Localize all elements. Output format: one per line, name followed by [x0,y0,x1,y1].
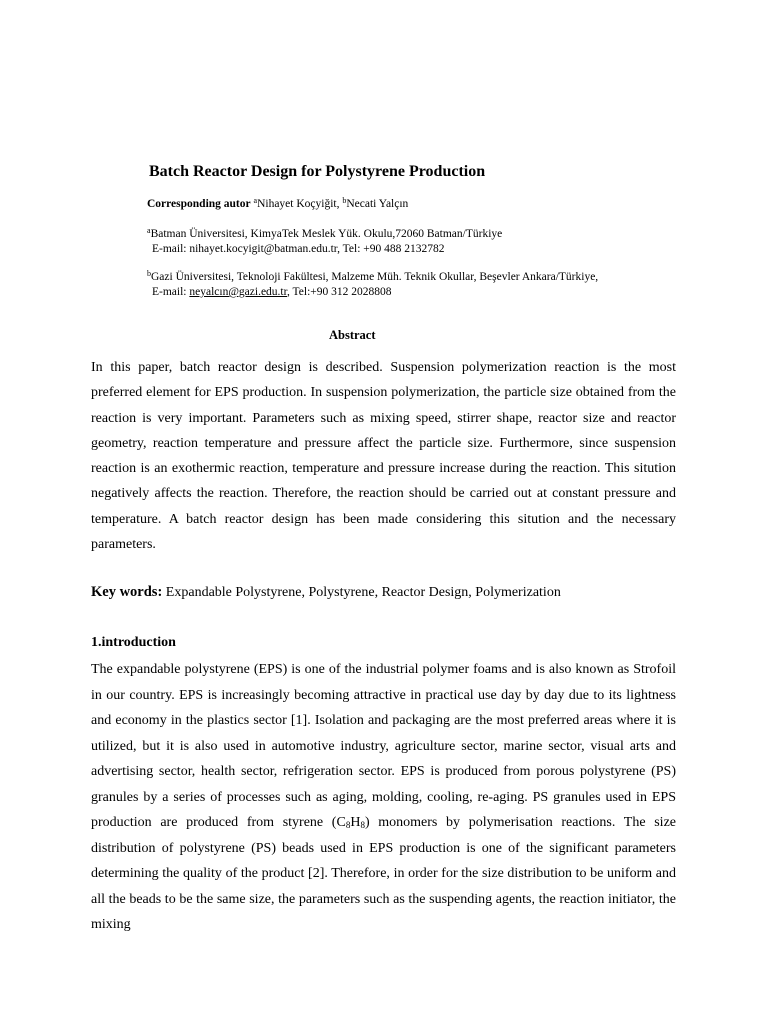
intro-formula-h: H [350,815,361,830]
abstract-heading: Abstract [329,328,376,342]
author2-name: Necati Yalçın [346,198,409,210]
intro-text-part1: The expandable polystyrene (EPS) is one of the industrial polymer foams and is also known as Strofoil in our country. EPS is increasingly becoming attractive in practical use day by day due to its lightness and economy in the plastics sector [1]. Isolation and packaging are the most preferred areas where it is utilized, but it is also used in automotive industry, agriculture sector, marine sector, visual arts and advertising sector, health sector, refrigeration sector. EPS is produced from porous polystyrene (PS) granules by a series of processes such as aging, molding, cooling, re-aging. PS granules used in EPS production are produced from styrene (C [91,662,676,830]
aff2-tel: , Tel:+90 312 2028808 [287,286,392,298]
aff2-institution: Gazi Üniversitesi, Teknoloji Fakültesi, Malzeme Müh. Teknik Okullar, Beşevler Ankara/Türkiye, [151,271,599,283]
author1-superscript: a [253,196,258,205]
aff2-email-link[interactable]: neyalcın@gazi.edu.tr [189,286,287,298]
aff1-contact: E-mail: nihayet.kocyigit@batman.edu.tr, Tel: +90 488 2132782 [152,243,445,255]
section-heading-introduction: 1.introduction [91,635,176,650]
keywords-text: Expandable Polystyrene, Polystyrene, Reactor Design, Polymerization [165,585,561,600]
abstract-body: In this paper, batch reactor design is described. Suspension polymerization reaction is the most preferred element for EPS production. In suspension polymerization, the particle size obtained from the reaction is very important. Parameters such as mixing speed, stirrer shape, reactor size and reactor geometry, reaction temperature and pressure affect the particle size. Furthermore, since suspension reaction is an exothermic reaction, temperature and pressure increase during the reaction. This sitution negatively affects the reaction. Therefore, the reaction should be carried out at constant pressure and temperature. A batch reactor design has been made considering this sitution and the necessary parameters. [91,360,676,553]
intro-text-part2: ) monomers by polymerisation reactions. The size distribution of polystyrene (PS) beads used in EPS production is one of the significant parameters determining the quality of the product [2]. Therefore, in order for the size distribution to be uniform and all the beads to be the same size, the parameters such as the suspending agents, the reaction initiator, the mixing [91,815,676,932]
paper-title: Batch Reactor Design for Polystyrene Production [149,163,486,180]
aff1-institution: Batman Üniversitesi, KimyaTek Meslek Yük. Okulu,72060 Batman/Türkiye [150,228,503,240]
author2-superscript: b [342,196,347,205]
keywords-line [91,584,561,601]
aff2-email-label: E-mail: [152,286,187,298]
affiliation-2 [147,270,598,300]
author1-name: Nihayet Koçyiğit, [257,198,340,210]
author-line [147,198,408,210]
aff1-superscript: a [147,226,151,235]
intro-subscript-2: 8 [360,820,365,830]
keywords-label: Key words: [91,584,163,600]
introduction-body [91,657,676,938]
aff2-contact [147,285,598,300]
intro-subscript-1: 8 [345,820,351,830]
affiliation-1 [147,227,502,257]
aff2-superscript: b [147,269,151,278]
corresponding-label: Corresponding autor [147,198,251,210]
